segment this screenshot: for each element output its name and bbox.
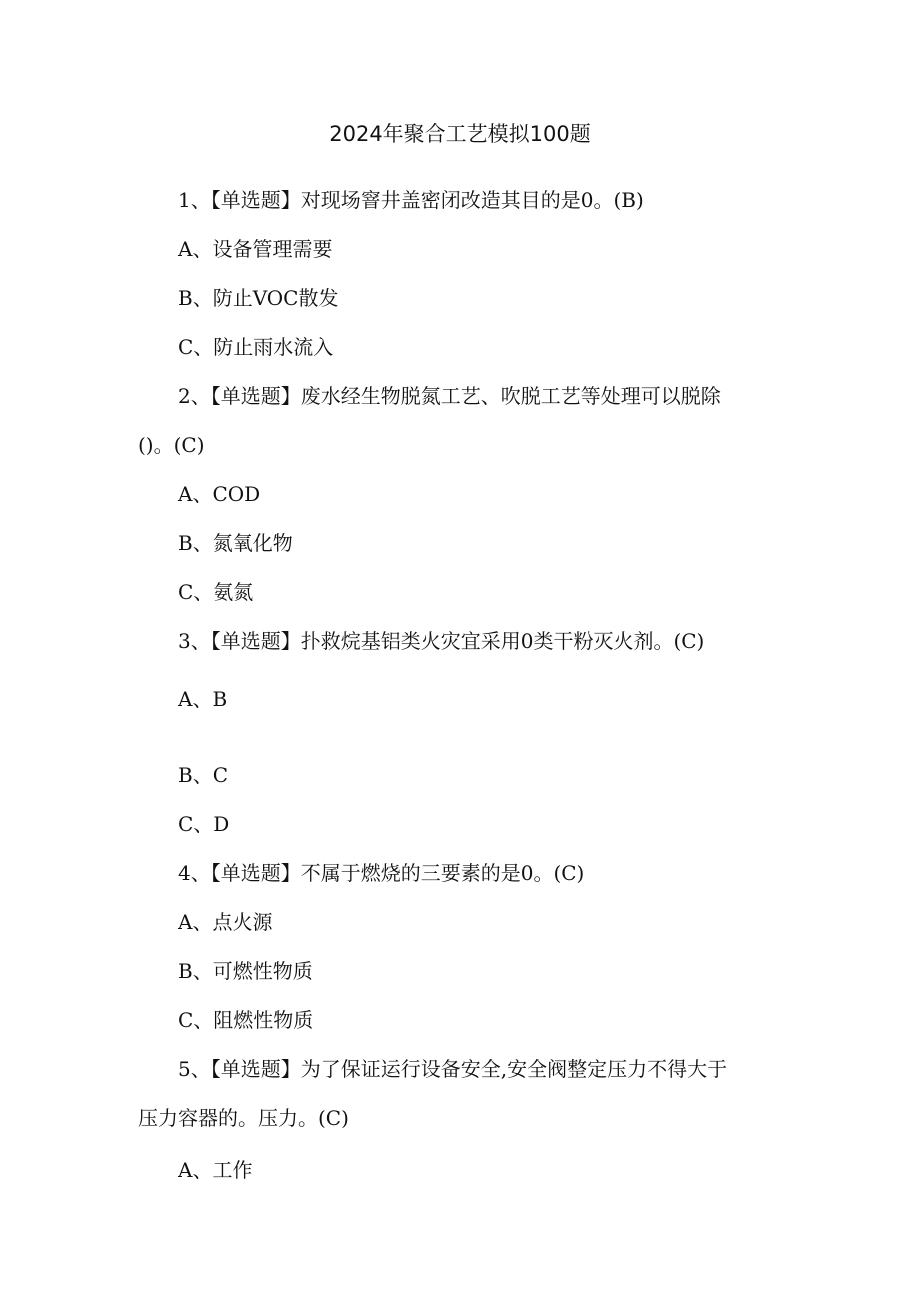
q3-option-c: C、D [178, 812, 230, 836]
question-4: 4、【单选题】不属于燃烧的三要素的是0。(C) [178, 861, 585, 885]
q3-option-a: A、B [178, 687, 228, 711]
document-title: 2024年聚合工艺模拟100题 [329, 122, 591, 146]
q1-option-a: A、设备管理需要 [178, 237, 333, 261]
question-5-continuation: 压力容器的。压力。(C) [138, 1106, 349, 1130]
q1-option-b: B、防止VOC散发 [178, 286, 339, 310]
q4-option-a: A、点火源 [178, 910, 273, 934]
q4-option-b: B、可燃性物质 [178, 959, 313, 983]
q2-option-b: B、氮氧化物 [178, 531, 293, 555]
question-2-continuation: ()。(C) [138, 433, 205, 457]
question-5: 5、【单选题】为了保证运行设备安全,安全阀整定压力不得大于 [178, 1057, 728, 1081]
question-2: 2、【单选题】废水经生物脱氮工艺、吹脱工艺等处理可以脱除 [178, 384, 721, 408]
q4-option-c: C、阻燃性物质 [178, 1008, 314, 1032]
q2-option-a: A、COD [178, 482, 261, 506]
q5-option-a: A、工作 [178, 1158, 253, 1182]
q1-option-c: C、防止雨水流入 [178, 335, 334, 359]
q3-option-b: B、C [178, 763, 228, 787]
question-3: 3、【单选题】扑救烷基铝类火灾宜采用0类干粉灭火剂。(C) [178, 629, 705, 653]
q2-option-c: C、氨氮 [178, 580, 254, 604]
question-1: 1、【单选题】对现场窨井盖密闭改造其目的是0。(B) [178, 188, 644, 212]
